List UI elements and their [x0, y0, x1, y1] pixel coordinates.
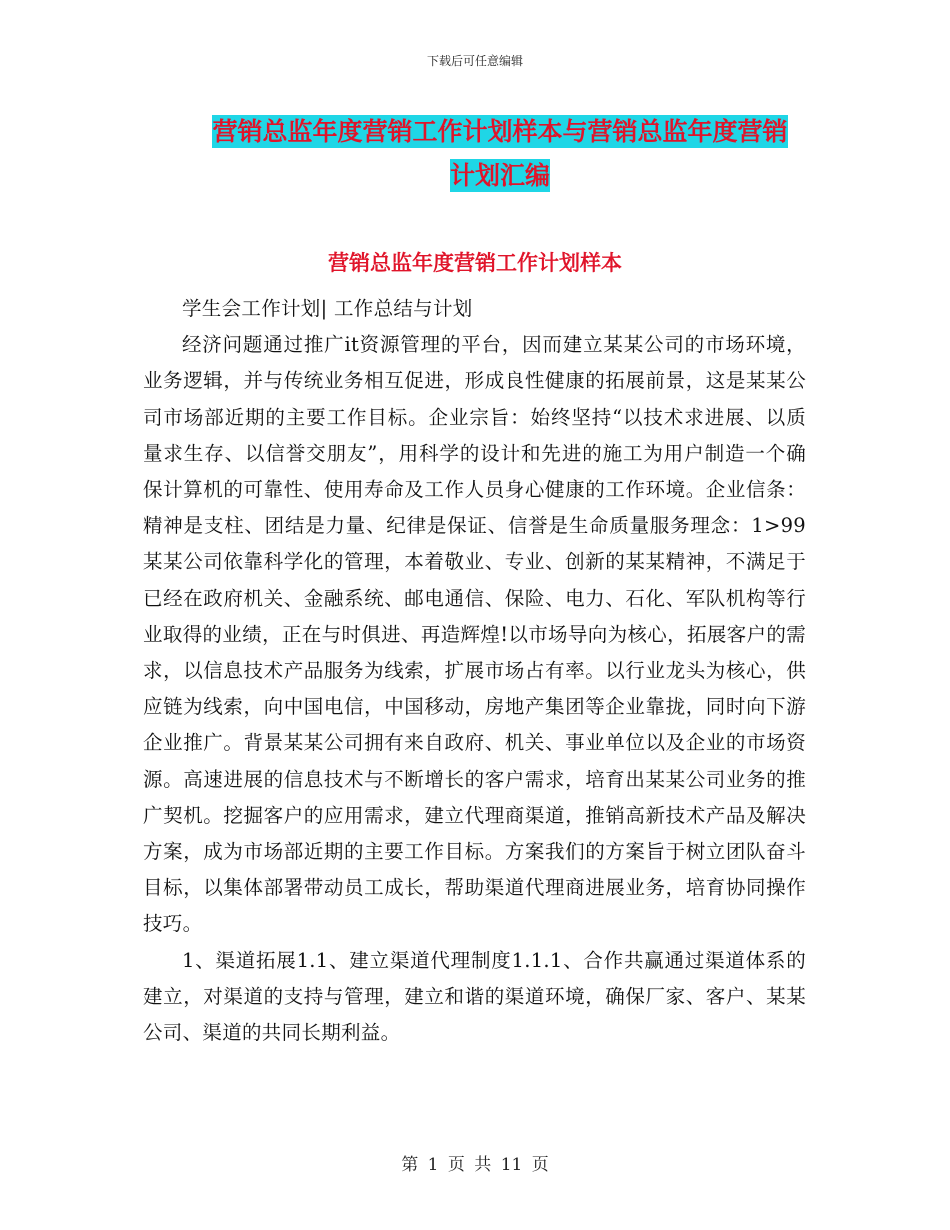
- page-header-note: 下载后可任意编辑: [426, 54, 523, 68]
- body-paragraph-3: 1、渠道拓展1.1、建立渠道代理制度1.1.1、合作共赢通过渠道体系的建立，对渠道的支持与管理，建立和谐的渠道环境，确保厂家、客户、某某公司、渠道的共同长期利益。: [143, 948, 806, 1045]
- page-footer-number: 第 1 页 共 11 页: [401, 1155, 549, 1175]
- body-paragraph-1: 学生会工作计划| 工作总结与计划: [182, 297, 473, 320]
- document-title-line2: 计划汇编: [449, 161, 550, 190]
- body-paragraph-2: 经济问题通过推广it资源管理的平台，因而建立某某公司的市场环境，业务逻辑，并与传统业务相互促进，形成良性健康的拓展前景，这是某某公司市场部近期的主要工作目标。企业宗旨：始终坚持“以技术求进展、以质量求生存、以信誉交朋友”，用科学的设计和先进的施工为用户制造一个确保计算机的可靠性、使用寿命及工作人员身心健康的工作环境。企业信条：精神是支柱、团结是力量、纪律是保证、信誉是生命质量服务理念：1>99某某公司依靠科学化的管理，本着敬业、专业、创新的某某精神，不满足于已经在政府机关、金融系统、邮电通信、保险、电力、石化、军队机构等行业取得的业绩，正在与时俱进、再造辉煌!以市场导向为核心，拓展客户的需求，以信息技术产品服务为线索，扩展市场占有率。以行业龙头为核心，供应链为线索，向中国电信，中国移动，房地产集团等企业靠拢，同时向下游企业推广。背景某某公司拥有来自政府、机关、事业单位以及企业的市场资源。高速进展的信息技术与不断增长的客户需求，培育出某某公司业务的推广契机。挖掘客户的应用需求，建立代理商渠道，推销高新技术产品及解决方案，成为市场部近期的主要工作目标。方案我们的方案旨于树立团队奋斗目标，以集体部署带动员工成长，帮助渠道代理商进展业务，培育协同操作技巧。: [143, 333, 806, 936]
- section-subtitle: 营销总监年度营销工作计划样本: [328, 251, 622, 275]
- document-title-line1: 营销总监年度营销工作计划样本与营销总监年度营销: [212, 117, 788, 146]
- document-title: [150, 110, 850, 198]
- document-body: [143, 291, 806, 1051]
